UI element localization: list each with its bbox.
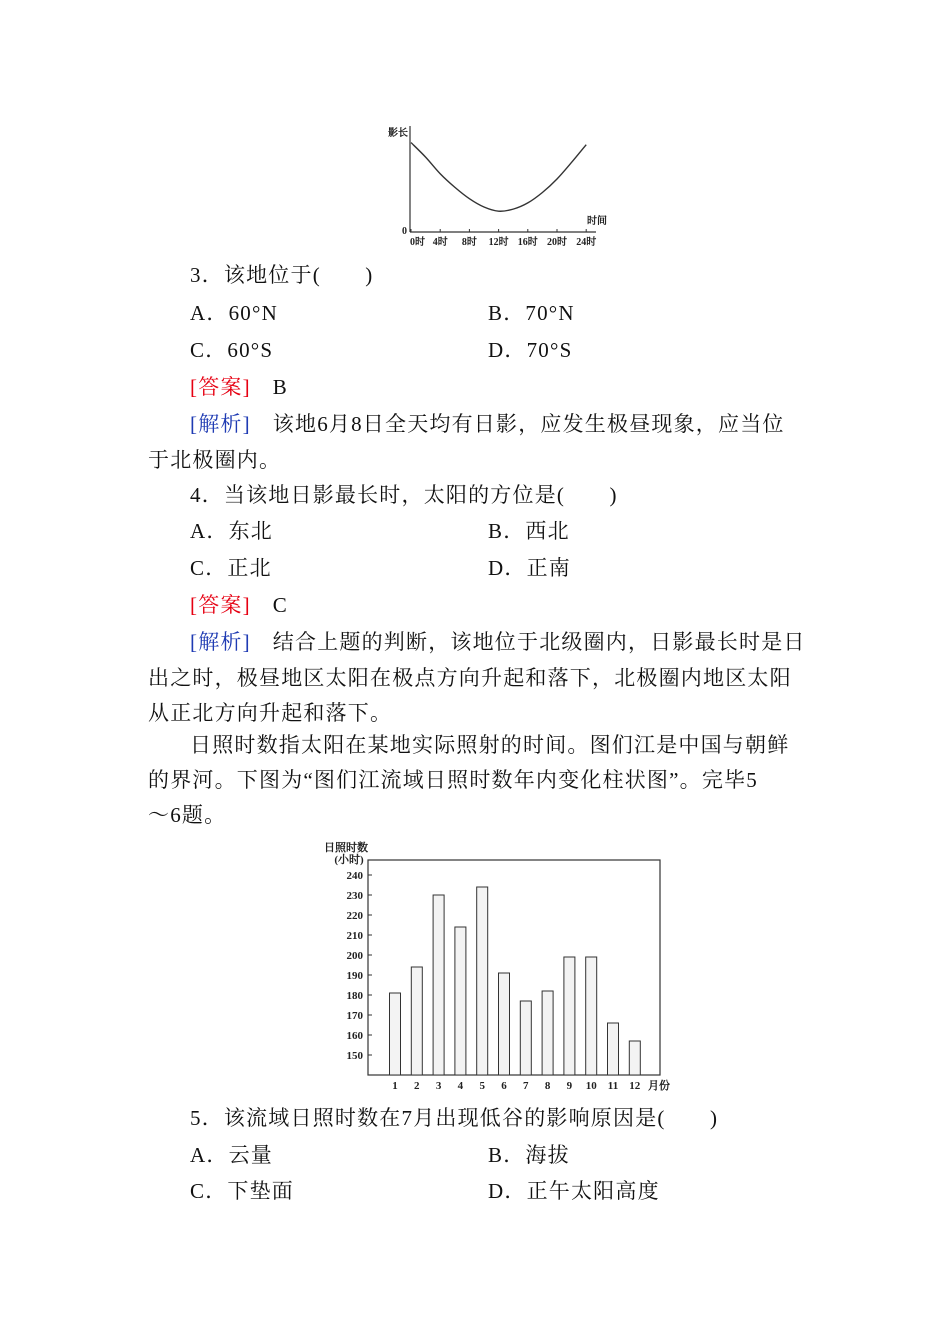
q4-option-b: B．西北 xyxy=(488,519,570,543)
answer-label: [答案] xyxy=(190,375,251,399)
y-tick-label: 200 xyxy=(346,950,363,962)
q3-option-b: B．70°N xyxy=(488,301,575,325)
y-tick-label: 190 xyxy=(346,970,363,982)
q3-stem: 3．该地位于( ) xyxy=(190,263,374,287)
q5-option-c: C．下垫面 xyxy=(190,1179,295,1203)
bar-month-3 xyxy=(433,895,444,1075)
x-tick-label: 9 xyxy=(566,1080,573,1092)
bar-month-6 xyxy=(499,973,510,1075)
x-tick-label: 12 xyxy=(629,1080,641,1092)
origin-label: 0 xyxy=(402,226,407,237)
answer-label: [答案] xyxy=(190,593,251,617)
q4-stem: 4．当该地日影最长时，太阳的方位是( ) xyxy=(190,483,618,507)
q3-option-a: A．60°N xyxy=(190,301,278,325)
answer-value: B xyxy=(272,375,289,399)
x-tick-label: 8时 xyxy=(461,237,477,248)
y-tick-label: 230 xyxy=(346,890,363,902)
y-tick-label: 220 xyxy=(346,910,363,922)
bar-month-4 xyxy=(455,927,466,1075)
intro-line-3: ～6题。 xyxy=(148,803,227,827)
x-tick-label: 4时 xyxy=(432,237,448,248)
q5-option-b: B．海拔 xyxy=(488,1143,570,1167)
y-tick-label: 160 xyxy=(346,1030,363,1042)
y-axis-label: 影长 xyxy=(388,128,408,139)
x-tick-label: 12时 xyxy=(488,237,509,248)
q4-analysis-line-3: 从正北方向升起和落下。 xyxy=(148,701,393,725)
bar-month-11 xyxy=(608,1023,619,1075)
x-tick-label: 8 xyxy=(544,1080,551,1092)
y-tick-label: 170 xyxy=(346,1010,363,1022)
analysis-text: 该地6月8日全天均有日影，应发生极昼现象，应当位 xyxy=(272,412,785,436)
q5-stem: 5．该流域日照时数在7月出现低谷的影响原因是( ) xyxy=(190,1106,719,1130)
q4-option-d: D．正南 xyxy=(488,556,571,580)
y-tick-label: 240 xyxy=(346,870,363,882)
y-tick-label: 150 xyxy=(346,1050,363,1062)
q3-analysis-line-2: 于北极圈内。 xyxy=(148,448,282,472)
answer-value: C xyxy=(272,593,289,617)
shadow-length-curve xyxy=(411,143,586,212)
x-axis-label: 时间 xyxy=(587,216,607,227)
analysis-label: [解析] xyxy=(190,630,251,654)
x-tick-label: 0时 xyxy=(410,237,425,248)
x-tick-label: 10 xyxy=(585,1080,597,1092)
x-tick-label: 6 xyxy=(501,1080,507,1092)
q3-analysis-line-1 xyxy=(190,412,785,436)
bar-month-10 xyxy=(586,957,597,1075)
bar-month-1 xyxy=(390,993,401,1075)
q4-option-c: C．正北 xyxy=(190,556,272,580)
q3-option-c: C．60°S xyxy=(190,338,274,362)
x-tick-label: 2 xyxy=(414,1080,420,1092)
q4-option-a: A．东北 xyxy=(190,519,273,543)
y-axis-label: 日照时数 xyxy=(324,842,368,854)
y-axis-unit: (小时) xyxy=(334,854,364,866)
x-tick-label: 11 xyxy=(607,1080,619,1092)
x-tick-label: 20时 xyxy=(547,237,567,248)
q5-option-a: A．云量 xyxy=(190,1143,273,1167)
sunshine-hours-bar-chart xyxy=(310,835,690,1097)
analysis-label: [解析] xyxy=(190,412,251,436)
bar-month-2 xyxy=(411,967,422,1075)
shadow-length-chart xyxy=(380,118,615,250)
x-tick-label: 16时 xyxy=(517,237,538,248)
x-tick-label: 5 xyxy=(479,1080,485,1092)
y-tick-label: 210 xyxy=(346,930,363,942)
intro-line-2: 的界河。下图为“图们江流域日照时数年内变化柱状图”。完毕5 xyxy=(148,768,758,792)
bar-month-9 xyxy=(564,957,575,1075)
q3-option-d: D．70°S xyxy=(488,338,573,362)
analysis-text: 结合上题的判断，该地位于北级圈内，日影最长时是日 xyxy=(272,630,806,654)
q5-option-d: D．正午太阳高度 xyxy=(488,1179,660,1203)
q3-answer xyxy=(190,375,288,399)
y-tick-label: 180 xyxy=(346,990,363,1002)
x-tick-label: 4 xyxy=(457,1080,464,1092)
x-tick-label: 3 xyxy=(435,1080,442,1092)
bar-month-12 xyxy=(629,1041,640,1075)
x-axis-label: 月份 xyxy=(648,1080,670,1092)
q4-analysis-line-1 xyxy=(190,630,806,654)
bar-month-5 xyxy=(477,887,488,1075)
x-tick-label: 7 xyxy=(523,1080,529,1092)
q4-analysis-line-2: 出之时，极昼地区太阳在极点方向升起和落下，北极圈内地区太阳 xyxy=(148,666,792,690)
x-tick-label: 1 xyxy=(392,1080,398,1092)
x-tick-label: 24时 xyxy=(576,237,597,248)
q4-answer xyxy=(190,593,288,617)
intro-line-1: 日照时数指太阳在某地实际照射的时间。图们江是中国与朝鲜 xyxy=(190,733,790,757)
bar-month-8 xyxy=(542,991,553,1075)
bar-month-7 xyxy=(520,1001,531,1075)
